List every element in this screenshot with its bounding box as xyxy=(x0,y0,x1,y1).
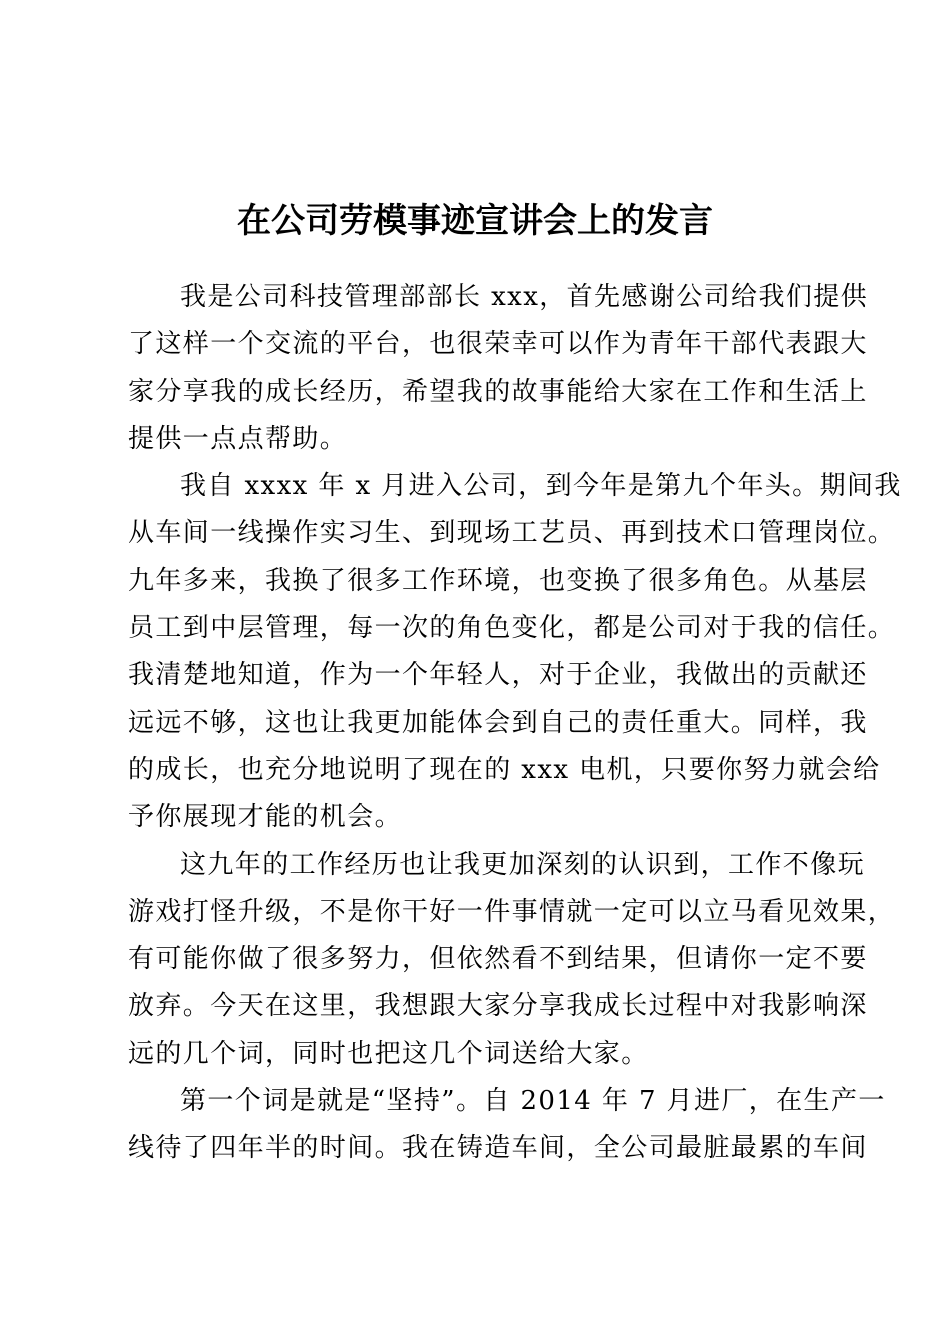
paragraph xyxy=(128,1078,886,1173)
paragraph-line: 我是公司科技管理部部长 xxx，首先感谢公司给我们提供 xyxy=(180,282,869,312)
paragraph-line: 我自 xxxx 年 x 月进入公司，到今年是第九个年头。期间我 xyxy=(180,471,902,502)
paragraph xyxy=(128,463,902,841)
document-body xyxy=(128,274,902,1173)
paragraph-line: 放弃。今天在这里，我想跟大家分享我成长过程中对我影响深 xyxy=(128,991,868,1022)
paragraph xyxy=(128,842,896,1078)
document-title: 在公司劳模事迹宣讲会上的发言 xyxy=(237,201,713,241)
paragraph-line: 游戏打怪升级，不是你干好一件事情就一定可以立马看见效果， xyxy=(128,896,896,927)
paragraph-line: 的成长，也充分地说明了现在的 xxx 电机，只要你努力就会给 xyxy=(128,754,881,785)
paragraph-line: 了这样一个交流的平台，也很荣幸可以作为青年干部代表跟大 xyxy=(128,329,868,360)
paragraph-line: 远的几个词，同时也把这几个词送给大家。 xyxy=(128,1038,649,1069)
paragraph-line: 我清楚地知道，作为一个年轻人，对于企业，我做出的贡献还 xyxy=(128,660,868,691)
paragraph-line: 有可能你做了很多努力，但依然看不到结果，但请你一定不要 xyxy=(128,944,868,975)
paragraph-line: 远远不够，这也让我更加能体会到自己的责任重大。同样，我 xyxy=(128,707,868,738)
paragraph-line: 这九年的工作经历也让我更加深刻的认识到，工作不像玩 xyxy=(180,849,866,880)
paragraph-line: 提供一点点帮助。 xyxy=(128,423,348,454)
paragraph-line: 九年多来，我换了很多工作环境，也变换了很多角色。从基层 xyxy=(128,565,868,596)
paragraph xyxy=(128,274,869,463)
paragraph-line: 员工到中层管理，每一次的角色变化，都是公司对于我的信任。 xyxy=(128,613,896,644)
paragraph-line: 线待了四年半的时间。我在铸造车间，全公司最脏最累的车间 xyxy=(128,1133,868,1164)
paragraph-line: 从车间一线操作实习生、到现场工艺员、再到技术口管理岗位。 xyxy=(128,518,896,549)
paragraph-line: 予你展现才能的机会。 xyxy=(128,802,403,833)
paragraph-line: 第一个词是就是“坚持”。自 2014 年 7 月进厂，在生产一 xyxy=(180,1086,886,1117)
paragraph-line: 家分享我的成长经历，希望我的故事能给大家在工作和生活上 xyxy=(128,376,868,407)
